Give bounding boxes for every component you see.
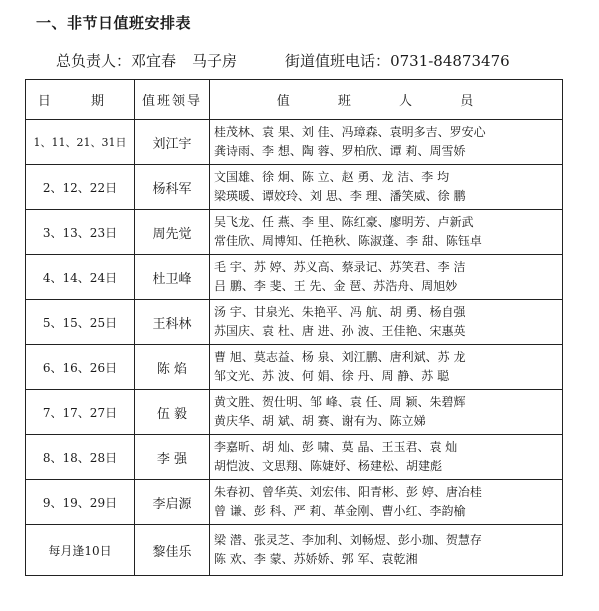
phone-label: 街道值班电话： — [285, 52, 391, 70]
staff-line: 桂茂林、袁 果、刘 佳、冯璋森、袁明多吉、罗安心 — [214, 125, 486, 139]
table-row — [26, 120, 563, 165]
staff-line: 朱春初、曾华英、刘宏伟、阳青彬、彭 婷、唐冶桂 — [214, 485, 482, 499]
duty-staff — [210, 210, 563, 255]
staff-line: 常佳欣、周博知、任艳秋、陈淑蓬、李 甜、陈钰卓 — [214, 234, 482, 248]
duty-date: 每月逢10日 — [26, 525, 135, 576]
staff-line: 吴飞龙、任 燕、李 里、陈红豪、廖明芳、卢新武 — [214, 215, 474, 229]
staff-line: 胡恺波、文思翔、陈婕妤、杨建松、胡建彪 — [214, 459, 443, 473]
duty-staff — [210, 390, 563, 435]
duty-leader: 陈 焰 — [135, 345, 210, 390]
staff-line: 曾 谦、彭 科、严 莉、革金刚、曹小红、李韵榆 — [214, 504, 466, 518]
duty-leader: 伍 毅 — [135, 390, 210, 435]
table-row — [26, 345, 563, 390]
duty-staff — [210, 300, 563, 345]
table-row — [26, 165, 563, 210]
staff-line: 文国雄、徐 炯、陈 立、赵 勇、龙 洁、李 均 — [214, 170, 450, 184]
staff-line: 汤 宇、甘泉光、朱艳平、冯 航、胡 勇、杨自强 — [214, 305, 466, 319]
duty-date: 4、14、24日 — [26, 255, 135, 300]
duty-leader: 刘江宇 — [135, 120, 210, 165]
header-leader: 值班领导 — [135, 80, 210, 120]
table-row — [26, 480, 563, 525]
duty-date: 6、16、26日 — [26, 345, 135, 390]
staff-line: 陈 欢、李 蒙、苏娇娇、郭 军、袁乾湘 — [214, 552, 418, 566]
staff-line: 李嘉昕、胡 灿、彭 啸、莫 晶、王玉君、袁 灿 — [214, 440, 458, 454]
table-row — [26, 525, 563, 576]
table-header-row — [26, 80, 563, 120]
duty-leader: 杜卫峰 — [135, 255, 210, 300]
table-row — [26, 255, 563, 300]
table-row — [26, 390, 563, 435]
duty-leader: 王科林 — [135, 300, 210, 345]
duty-date: 3、13、23日 — [26, 210, 135, 255]
duty-leader: 黎佳乐 — [135, 525, 210, 576]
duty-leader: 李 强 — [135, 435, 210, 480]
duty-date: 1、11、21、31日 — [26, 120, 135, 165]
duty-leader: 李启源 — [135, 480, 210, 525]
staff-line: 梁 潜、张灵芝、李加利、刘畅煜、彭小珈、贺慧存 — [214, 533, 482, 547]
duty-date: 2、12、22日 — [26, 165, 135, 210]
chief-name-1: 邓宜春 — [131, 52, 177, 70]
chief-name-2: 马子房 — [192, 52, 238, 70]
duty-staff — [210, 165, 563, 210]
chief-label: 总负责人： — [56, 52, 132, 70]
duty-date: 7、17、27日 — [26, 390, 135, 435]
staff-line: 梁瑛暖、谭姣玲、刘 思、李 理、潘笑威、徐 鹏 — [214, 189, 466, 203]
header-date: 日 期 — [26, 80, 135, 120]
table-row — [26, 210, 563, 255]
contact-line — [56, 50, 510, 71]
duty-phone: 0731-84873476 — [390, 52, 510, 70]
duty-leader: 周先觉 — [135, 210, 210, 255]
staff-line: 黄文胜、贺仕明、邹 峰、袁 任、周 颖、朱碧辉 — [214, 395, 466, 409]
staff-line: 邹文光、苏 波、何 娟、徐 丹、周 静、苏 聪 — [214, 369, 450, 383]
duty-leader: 杨科军 — [135, 165, 210, 210]
table-row — [26, 435, 563, 480]
duty-date: 8、18、28日 — [26, 435, 135, 480]
staff-line: 毛 宇、苏 婷、苏义高、蔡录记、苏笑君、李 洁 — [214, 260, 466, 274]
duty-staff — [210, 345, 563, 390]
staff-line: 吕 鹏、李 斐、王 先、金 琶、苏浩舟、周旭妙 — [214, 279, 458, 293]
duty-staff — [210, 525, 563, 576]
staff-line: 曹 旭、莫志益、杨 泉、刘江鹏、唐利斌、苏 龙 — [214, 350, 466, 364]
duty-date: 5、15、25日 — [26, 300, 135, 345]
duty-date: 9、19、29日 — [26, 480, 135, 525]
staff-line: 黄庆华、胡 斌、胡 赛、谢有为、陈立娣 — [214, 414, 426, 428]
duty-staff — [210, 255, 563, 300]
table-row — [26, 300, 563, 345]
staff-line: 苏国庆、袁 杜、唐 进、孙 波、王佳艳、宋惠英 — [214, 324, 466, 338]
duty-staff — [210, 120, 563, 165]
duty-staff — [210, 480, 563, 525]
duty-staff — [210, 435, 563, 480]
section-title: 一、非节日值班安排表 — [36, 14, 192, 32]
duty-schedule-table — [25, 79, 563, 576]
staff-line: 龚诗雨、李 想、陶 蓉、罗柏欣、谭 莉、周雪娇 — [214, 144, 466, 158]
header-staff: 值 班 人 员 — [210, 80, 563, 120]
